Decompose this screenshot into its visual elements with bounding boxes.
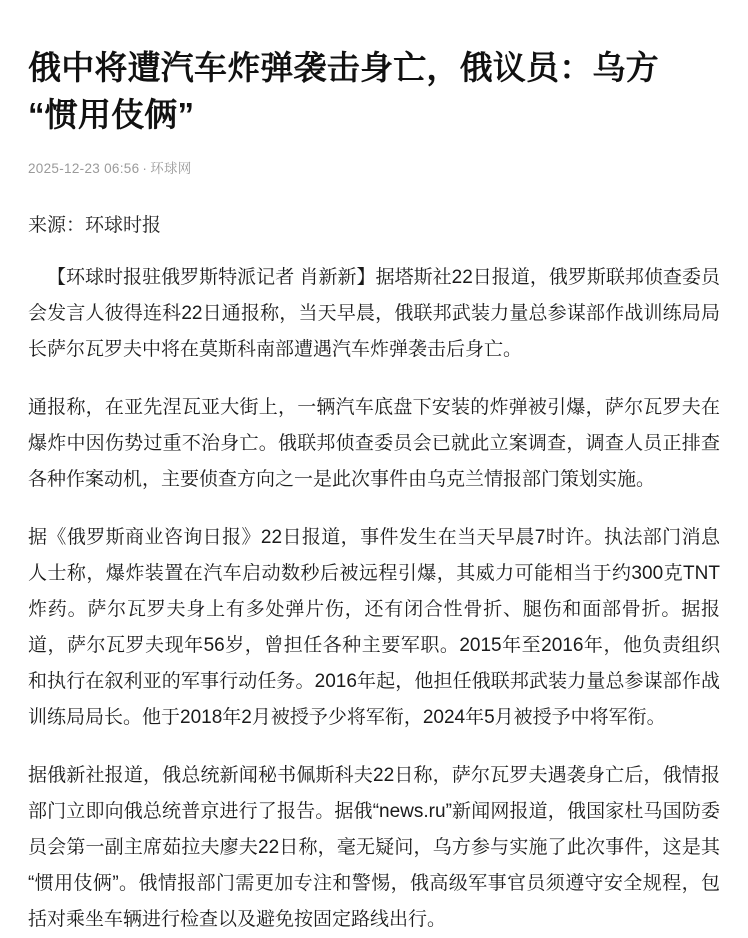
page-title: 俄中将遭汽车炸弹袭击身亡，俄议员：乌方“惯用伎俩”	[28, 49, 659, 133]
article-meta	[28, 159, 720, 179]
publisher-name: 环球网	[150, 161, 192, 176]
meta-separator: ·	[142, 161, 148, 176]
article-paragraph: 【环球时报驻俄罗斯特派记者 肖新新】据塔斯社22日报道，俄罗斯联邦侦查委员会发言人彼得连科22日通报称，当天早晨，俄联邦武装力量总参谋部作战训练局局长萨尔瓦罗夫中将在莫斯科南部遭遇汽车炸弹袭击后身亡。	[28, 267, 720, 360]
article-body	[28, 260, 720, 938]
article-paragraph: 通报称，在亚先涅瓦亚大街上，一辆汽车底盘下安装的炸弹被引爆，萨尔瓦罗夫在爆炸中因伤势过重不治身亡。俄联邦侦查委员会已就此立案调查，调查人员正排查各种作案动机，主要侦查方向之一是此次事件由乌克兰情报部门策划实施。	[28, 397, 720, 490]
publish-timestamp: 2025-12-23 06:56	[28, 161, 140, 176]
article-paragraph: 据俄新社报道，俄总统新闻秘书佩斯科夫22日称，萨尔瓦罗夫遇袭身亡后，俄情报部门立即向俄总统普京进行了报告。据俄“news.ru”新闻网报道，俄国家杜马国防委员会第一副主席茹拉夫廖夫22日称，毫无疑问，乌方参与实施了此次事件，这是其“惯用伎俩”。俄情报部门需更加专注和警惕，俄高级军事官员须遵守安全规程，包括对乘坐车辆进行检查以及避免按固定路线出行。	[28, 765, 720, 930]
source-label: 来源：环球时报	[28, 215, 162, 236]
article-paragraph: 据《俄罗斯商业咨询日报》22日报道，事件发生在当天早晨7时许。执法部门消息人士称，爆炸装置在汽车启动数秒后被远程引爆，其威力可能相当于约300克TNT炸药。萨尔瓦罗夫身上有多处弹片伤，还有闭合性骨折、腿伤和面部骨折。据报道，萨尔瓦罗夫现年56岁，曾担任各种主要军职。2015年至2016年，他负责组织和执行在叙利亚的军事行动任务。2016年起，他担任俄联邦武装力量总参谋部作战训练局局长。他于2018年2月被授予少将军衔，2024年5月被授予中将军衔。	[28, 527, 720, 728]
